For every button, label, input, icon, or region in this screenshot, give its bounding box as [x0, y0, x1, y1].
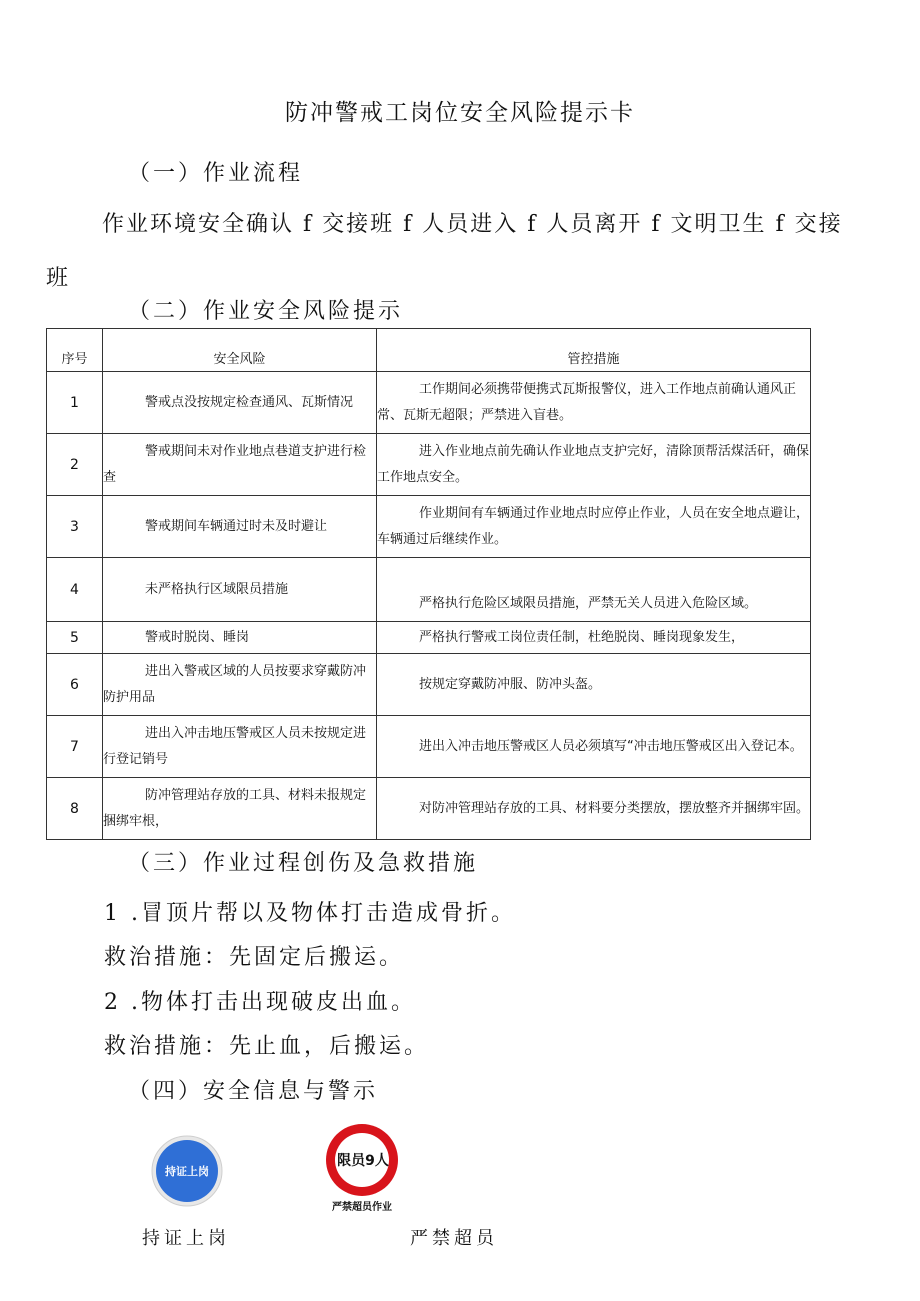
row-no: 6 [47, 654, 103, 716]
row-control: 对防冲管理站存放的工具、材料要分类摆放，摆放整齐并捆绑牢固。 [377, 778, 811, 840]
header-control: 管控措施 [377, 329, 811, 372]
row-no: 7 [47, 716, 103, 778]
person-limit-label: 严禁超员 [410, 1228, 498, 1249]
table-row [47, 778, 811, 840]
certified-post-label: 持证上岗 [142, 1228, 230, 1249]
row-risk: 未严格执行区域限员措施 [103, 558, 377, 622]
row-control: 进出入冲击地压警戒区人员必须填写“冲击地压警戒区出入登记本。 [377, 716, 811, 778]
section2-heading: （二）作业安全风险提示 [128, 299, 404, 324]
person-limit-sign-icon [322, 1122, 402, 1198]
row-no: 2 [47, 434, 103, 496]
row-control: 按规定穿戴防冲服、防冲头盔。 [377, 654, 811, 716]
row-control: 进入作业地点前先确认作业地点支护完好，清除顶帮活煤活矸，确保工作地点安全。 [377, 434, 811, 496]
page-title: 防冲警戒工岗位安全风险提示卡 [285, 100, 635, 126]
header-risk: 安全风险 [103, 329, 377, 372]
table-row [47, 496, 811, 558]
rescue-measure-1: 救治措施：先固定后搬运。 [104, 945, 405, 970]
row-no: 3 [47, 496, 103, 558]
person-limit-sign-text: 限员9人 [337, 1153, 389, 1169]
header-no: 序号 [47, 329, 103, 372]
table-row [47, 558, 811, 622]
table-header-row [47, 329, 811, 372]
row-no: 8 [47, 778, 103, 840]
row-control: 作业期间有车辆通过作业地点时应停止作业，人员在安全地点避让，车辆通过后继续作业。 [377, 496, 811, 558]
row-no: 5 [47, 622, 103, 654]
table-row [47, 654, 811, 716]
injury-item-1: 1 .冒顶片帮以及物体打击造成骨折。 [104, 901, 516, 926]
row-no: 4 [47, 558, 103, 622]
row-control: 严格执行危险区域限员措施，严禁无关人员进入危险区域。 [377, 558, 811, 622]
section4-heading: （四）安全信息与警示 [128, 1079, 379, 1104]
row-risk: 进出入警戒区域的人员按要求穿戴防冲防护用品 [103, 654, 377, 716]
row-risk: 警戒期间未对作业地点巷道支护进行检查 [103, 434, 377, 496]
certified-post-sign-text: 持证上岗 [165, 1165, 209, 1178]
row-risk: 防冲管理站存放的工具、材料未报规定捆绑牢根， [103, 778, 377, 840]
row-risk: 进出入冲击地压警戒区人员未按规定进行登记销号 [103, 716, 377, 778]
person-limit-sign-caption: 严禁超员作业 [332, 1202, 392, 1213]
row-control: 工作期间必须携带便携式瓦斯报警仪，进入工作地点前确认通风正常、瓦斯无超限；严禁进入盲巷。 [377, 372, 811, 434]
row-no: 1 [47, 372, 103, 434]
section1-heading: （一）作业流程 [128, 161, 304, 186]
section3-heading: （三）作业过程创伤及急救措施 [128, 851, 479, 876]
table-row [47, 716, 811, 778]
table-row [47, 622, 811, 654]
table-row [47, 434, 811, 496]
row-risk: 警戒点没按规定检查通风、瓦斯情况 [103, 372, 377, 434]
row-risk: 警戒时脱岗、睡岗 [103, 622, 377, 654]
injury-item-2: 2 .物体打击出现破皮出血。 [104, 990, 416, 1015]
risk-table [46, 328, 811, 840]
rescue-measure-2: 救治措施：先止血，后搬运。 [104, 1034, 430, 1059]
table-row [47, 372, 811, 434]
row-control: 严格执行警戒工岗位责任制，杜绝脱岗、睡岗现象发生， [377, 622, 811, 654]
row-risk: 警戒期间车辆通过时未及时避让 [103, 496, 377, 558]
certified-post-sign-icon [150, 1134, 224, 1208]
workflow-text: 作业环境安全确认 f 交接班 f 人员进入 f 人员离开 f 文明卫生 f 交接班 [46, 212, 843, 291]
